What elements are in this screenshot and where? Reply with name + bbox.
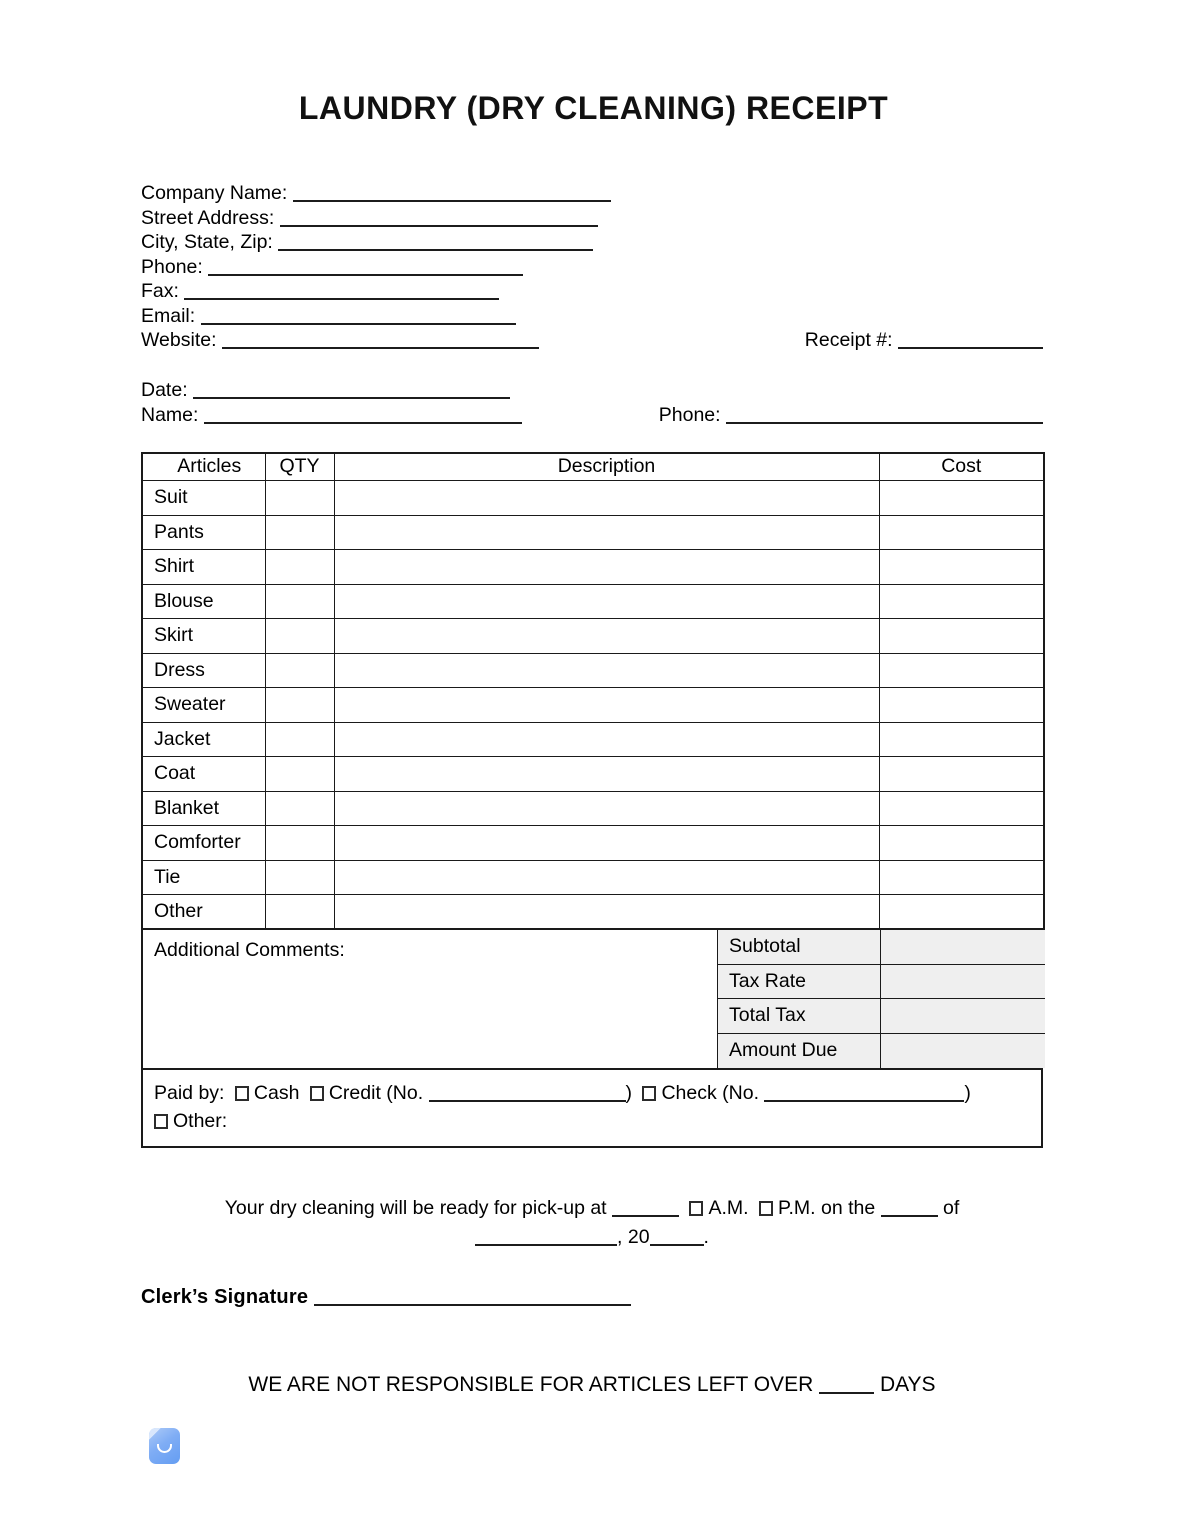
cost-cell[interactable]	[879, 826, 1044, 861]
article-label: Shirt	[142, 550, 265, 585]
city-state-zip-row	[141, 230, 1043, 255]
article-label: Dress	[142, 653, 265, 688]
am-checkbox[interactable]	[689, 1201, 703, 1216]
cost-cell[interactable]	[879, 895, 1044, 930]
cost-cell[interactable]	[879, 688, 1044, 723]
article-label: Other	[142, 895, 265, 930]
article-label: Coat	[142, 757, 265, 792]
qty-cell[interactable]	[265, 895, 334, 930]
company-name-field[interactable]	[293, 198, 611, 202]
article-label: Jacket	[142, 722, 265, 757]
qty-cell[interactable]	[265, 722, 334, 757]
pickup-text-start: Your dry cleaning will be ready for pick-up at	[224, 1197, 607, 1219]
days-field[interactable]	[819, 1390, 874, 1394]
cost-cell[interactable]	[879, 550, 1044, 585]
customer-block	[141, 378, 1043, 429]
company-name-row	[141, 181, 1043, 206]
street-address-row	[141, 206, 1043, 231]
table-row-blanket	[142, 791, 1044, 826]
pickup-year-prefix: , 20	[617, 1226, 650, 1248]
cost-cell[interactable]	[879, 515, 1044, 550]
pickup-notice	[141, 1194, 1043, 1252]
table-row-skirt	[142, 619, 1044, 654]
article-label: Blouse	[142, 584, 265, 619]
cost-cell[interactable]	[879, 722, 1044, 757]
email-label: Email:	[141, 304, 196, 327]
table-row-jacket	[142, 722, 1044, 757]
pickup-day-field[interactable]	[881, 1213, 938, 1217]
city-state-zip-label: City, State, Zip:	[141, 231, 273, 253]
description-cell[interactable]	[334, 757, 879, 792]
description-cell[interactable]	[334, 481, 879, 516]
check-close-paren: )	[964, 1082, 971, 1104]
table-row-tie	[142, 860, 1044, 895]
date-label: Date:	[141, 378, 188, 401]
credit-label: Credit (No.	[328, 1082, 424, 1104]
qty-cell[interactable]	[265, 688, 334, 723]
customer-name-field[interactable]	[204, 420, 522, 424]
additional-comments-area[interactable]	[143, 930, 717, 1068]
other-checkbox[interactable]	[154, 1114, 168, 1129]
qty-cell[interactable]	[265, 653, 334, 688]
description-cell[interactable]	[334, 550, 879, 585]
company-name-label: Company Name:	[141, 182, 288, 204]
tax-rate-label: Tax Rate	[717, 965, 880, 1000]
customer-name-label: Name:	[141, 404, 199, 426]
amount-due-value-cell[interactable]	[880, 1034, 1045, 1069]
pm-checkbox[interactable]	[759, 1201, 773, 1216]
credit-checkbox[interactable]	[310, 1086, 324, 1101]
cost-cell[interactable]	[879, 481, 1044, 516]
other-label: Other:	[173, 1110, 228, 1132]
amount-due-label: Amount Due	[717, 1034, 880, 1069]
description-cell[interactable]	[334, 860, 879, 895]
website-group	[141, 328, 539, 353]
description-cell[interactable]	[334, 515, 879, 550]
items-table-header-row	[142, 453, 1044, 481]
total-tax-label: Total Tax	[717, 999, 880, 1034]
col-header-qty: QTY	[265, 453, 334, 481]
table-row-blouse	[142, 584, 1044, 619]
description-cell[interactable]	[334, 722, 879, 757]
receipt-number-field[interactable]	[898, 345, 1043, 349]
phone-row	[141, 255, 1043, 280]
website-field[interactable]	[222, 345, 539, 349]
fax-label: Fax:	[141, 280, 179, 302]
cost-cell[interactable]	[879, 619, 1044, 654]
article-label: Blanket	[142, 791, 265, 826]
street-address-label: Street Address:	[141, 206, 275, 229]
qty-cell[interactable]	[265, 481, 334, 516]
pickup-year-field[interactable]	[650, 1242, 704, 1246]
responsibility-notice	[141, 1373, 1043, 1397]
fax-field[interactable]	[184, 296, 499, 300]
phone-label: Phone:	[141, 255, 203, 278]
col-header-articles: Articles	[142, 453, 265, 481]
document-body	[141, 181, 1043, 1397]
pickup-line2	[141, 1223, 1043, 1252]
check-checkbox[interactable]	[642, 1086, 656, 1101]
pickup-on-the: on the	[820, 1197, 876, 1219]
website-receipt-row	[141, 328, 1043, 353]
date-row	[141, 378, 1043, 404]
article-label: Pants	[142, 515, 265, 550]
col-header-cost: Cost	[879, 453, 1044, 481]
customer-phone-field[interactable]	[726, 420, 1043, 424]
cash-label: Cash	[253, 1082, 300, 1104]
pm-label: P.M.	[777, 1197, 816, 1219]
qty-cell[interactable]	[265, 619, 334, 654]
pickup-period: .	[703, 1226, 709, 1248]
table-row-dress	[142, 653, 1044, 688]
clerk-signature-row	[141, 1286, 1043, 1309]
qty-cell[interactable]	[265, 826, 334, 861]
qty-cell[interactable]	[265, 791, 334, 826]
cost-cell[interactable]	[879, 791, 1044, 826]
paid-by-label: Paid by:	[154, 1082, 225, 1104]
folded-corner	[149, 1428, 161, 1440]
customer-phone-label: Phone:	[658, 404, 721, 426]
description-cell[interactable]	[334, 826, 879, 861]
description-cell[interactable]	[334, 653, 879, 688]
qty-cell[interactable]	[265, 515, 334, 550]
company-info-block	[141, 181, 1043, 353]
credit-close-paren: )	[625, 1082, 633, 1104]
page-title: LAUNDRY (DRY CLEANING) RECEIPT	[298, 90, 889, 126]
check-number-field[interactable]	[764, 1098, 964, 1102]
table-row-suit	[142, 481, 1044, 516]
qty-cell[interactable]	[265, 550, 334, 585]
table-row-pants	[142, 515, 1044, 550]
description-cell[interactable]	[334, 791, 879, 826]
subtotal-value-cell[interactable]	[880, 930, 1045, 965]
qty-cell[interactable]	[265, 584, 334, 619]
subtotal-label: Subtotal	[717, 930, 880, 965]
tax-rate-value-cell[interactable]	[880, 965, 1045, 1000]
items-table	[141, 452, 1045, 931]
other-line	[154, 1107, 1030, 1135]
document-smile-icon	[149, 1428, 180, 1464]
col-header-description: Description	[334, 453, 879, 481]
email-field[interactable]	[201, 321, 516, 325]
table-row-sweater	[142, 688, 1044, 723]
receipt-number-group	[805, 328, 1043, 353]
article-label: Sweater	[142, 688, 265, 723]
customer-phone-group	[659, 403, 1043, 429]
pickup-of: of	[943, 1197, 960, 1219]
qty-cell[interactable]	[265, 757, 334, 792]
article-label: Suit	[142, 481, 265, 516]
description-cell[interactable]	[334, 584, 879, 619]
notice-text-end: DAYS	[879, 1373, 936, 1396]
cost-cell[interactable]	[879, 653, 1044, 688]
phone-field[interactable]	[208, 272, 523, 276]
total-tax-value-cell[interactable]	[880, 999, 1045, 1034]
comments-totals-section	[141, 930, 1043, 1070]
description-cell[interactable]	[334, 688, 879, 723]
article-label: Comforter	[142, 826, 265, 861]
email-row	[141, 304, 1043, 329]
name-phone-row	[141, 403, 1043, 429]
street-address-field[interactable]	[280, 223, 598, 227]
cost-cell[interactable]	[879, 757, 1044, 792]
cost-cell[interactable]	[879, 584, 1044, 619]
website-label: Website:	[141, 329, 217, 351]
smile-glyph	[157, 1444, 172, 1453]
clerk-signature-label: Clerk’s Signature	[141, 1286, 309, 1308]
article-label: Tie	[142, 860, 265, 895]
payment-method-section	[141, 1070, 1043, 1148]
credit-number-field[interactable]	[429, 1098, 626, 1102]
cost-cell[interactable]	[879, 860, 1044, 895]
check-label: Check (No.	[661, 1082, 759, 1104]
cash-checkbox[interactable]	[235, 1086, 249, 1101]
article-label: Skirt	[142, 619, 265, 654]
pickup-line1	[141, 1194, 1043, 1223]
table-row-comforter	[142, 826, 1044, 861]
date-field[interactable]	[193, 395, 510, 399]
qty-cell[interactable]	[265, 860, 334, 895]
receipt-number-label: Receipt #:	[804, 329, 893, 351]
table-row-shirt	[142, 550, 1044, 585]
table-row-other	[142, 895, 1044, 930]
paid-by-line	[154, 1079, 1030, 1107]
description-cell[interactable]	[334, 895, 879, 930]
description-cell[interactable]	[334, 619, 879, 654]
notice-text-start: WE ARE NOT RESPONSIBLE FOR ARTICLES LEFT OVER	[248, 1373, 814, 1396]
additional-comments-label: Additional Comments:	[154, 939, 345, 961]
pickup-time-field[interactable]	[612, 1213, 679, 1217]
am-label: A.M.	[708, 1197, 749, 1219]
clerk-signature-field[interactable]	[314, 1302, 631, 1306]
pickup-month-field[interactable]	[475, 1242, 617, 1246]
city-state-zip-field[interactable]	[278, 247, 593, 251]
table-row-coat	[142, 757, 1044, 792]
fax-row	[141, 279, 1043, 304]
customer-name-group	[141, 403, 522, 429]
